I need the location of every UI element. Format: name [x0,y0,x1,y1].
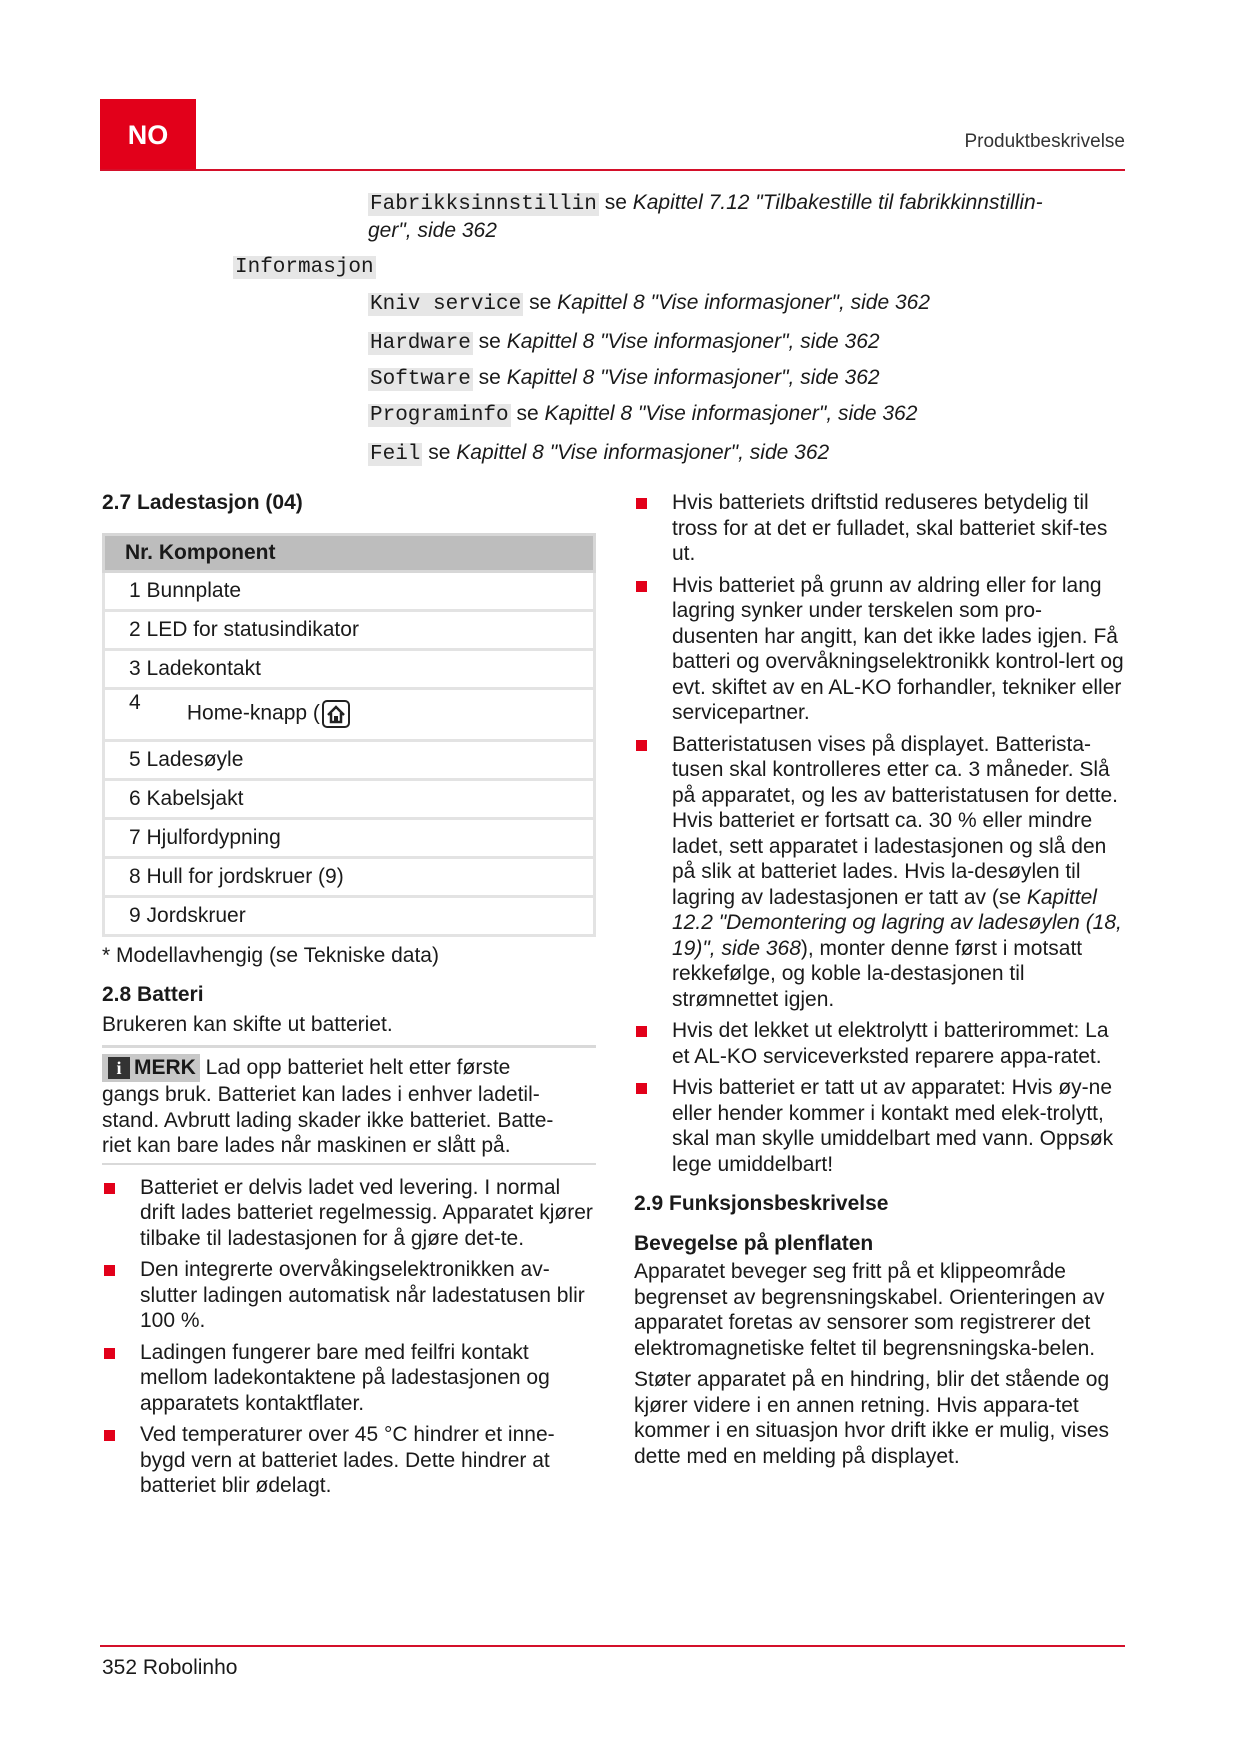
menu-item-factory: Fabrikksinnstillin [370,193,597,216]
footer-rule [100,1645,1125,1647]
menu-line-feil [368,440,829,468]
bullet-square-icon [636,1083,647,1094]
note-badge [102,1054,200,1082]
bullet-square-icon [104,1265,115,1276]
list-item-text: Hvis batteriet er tatt ut av apparatet: Hvis øy-ne eller hender kommer i kontakt med elek-trolytt, skal man skylle umiddelbart med vann. Oppsøk lege umiddelbart! [672,1076,1114,1176]
list-item-text: Den integrerte overvåkingselektronikken av-slutter ladingen automatisk når ladestatusen blir 100 %. [140,1258,585,1332]
right-column [634,490,1128,1469]
list-item-text: Batteristatusen vises på displayet. Batterista-tusen skal kontrolleres etter ca. 3 måneder. Slå på apparatet, og les av batteristatusen for dette. Hvis batteriet er fortsatt ca. 30 % eller mindre ladet, sett apparatet i ladestasjonen og slå den på slik at batteriet lades. Hvis la-desøylen til lagring av ladestasjonen er tatt av (se [672,732,1118,909]
se-word: se [478,330,501,353]
list-item [634,732,1128,1013]
note-top-rule [102,1045,596,1048]
table-row: 7 Hjulfordypning [102,820,596,859]
section-2-7-heading: 2.7 Ladestasjon (04) [102,491,303,514]
battery-warning-bullets [634,490,1128,1177]
table-header: Nr. Komponent [102,533,596,573]
note-text: riet kan bare lades når maskinen er slått på. [102,1134,511,1157]
table-row: 2 LED for statusindikator [102,612,596,651]
page-footer: 352 Robolinho [102,1656,238,1679]
menu-info-heading [233,253,376,281]
menu-ref[interactable]: Kapittel 8 "Vise informasjoner", side 362 [506,366,880,389]
se-word: se [516,402,539,425]
list-item-text: Batteriet er delvis ladet ved levering. I normal drift lades batteriet regelmessig. Apparatet kjører tilbake til ladestasjonen for å gjøre det-te. [140,1175,593,1250]
se-word: se [428,441,451,464]
footnote: * Modellavhengig (se Tekniske data) [102,943,439,967]
se-word: se [529,291,552,314]
table-row: 1 Bunnplate [102,573,596,612]
menu-item: Kniv service [370,293,522,316]
menu-item-informasjon: Informasjon [235,256,374,279]
menu-line-hardware [368,329,880,357]
menu-item: Feil [370,443,421,466]
info-icon: i [108,1057,130,1079]
list-item [634,573,1128,726]
note-text: gangs bruk. Batteriet kan lades i enhver ladetil- [102,1083,540,1106]
se-word: se [478,366,501,389]
bullet-square-icon [104,1430,115,1441]
menu-ref[interactable]: Kapittel 8 "Vise informasjoner", side 362 [456,441,830,464]
factory-ref-cont[interactable]: ger", side 362 [368,219,497,242]
table-row: 9 Jordskruer [102,898,596,937]
list-item-text: Ved temperaturer over 45 °C hindrer et inne-bygd vern at batteriet lades. Dette hindrer at batteriet blir ødelagt. [140,1423,555,1497]
table-row [102,690,596,742]
storage-ref-link[interactable]: Kapittel 12.2 "Demontering og lagring av ladesøylen (18, 19)", side 368 [672,885,1122,960]
section-2-9-heading: 2.9 Funksjonsbeskrivelse [634,1192,889,1215]
list-item [102,1422,596,1499]
movement-subheading: Bevegelse på plenflaten [634,1231,874,1255]
home-button-label: Home-knapp ( [186,701,320,725]
note-paragraph [102,1054,596,1159]
table-row: 3 Ladekontakt [102,651,596,690]
menu-item: Software [370,368,471,391]
language-tab: NO [100,99,196,171]
list-item-text: Hvis det lekket ut elektrolytt i batterirommet: La et AL-KO serviceverksted reparere appa-ratet. [672,1019,1109,1068]
row-number: 4 [129,691,141,714]
function-paragraph: Apparatet beveger seg fritt på et klippeområde begrenset av begrensningskabel. Orienteringen av apparatet foretas av sensorer som registrerer det elektromagnetiske feltet til begrensningska-belen. [634,1260,1105,1360]
bullet-square-icon [636,1026,647,1037]
function-paragraph: Støter apparatet på en hindring, blir det stående og kjører videre i en annen retning. Hvis appara-tet kommer i en situasjon hvor drift ikke er mulig, vises dette med en melding på displayet. [634,1368,1110,1468]
note-text: stand. Avbrutt lading skader ikke batteriet. Batte- [102,1108,554,1132]
list-item [102,1257,596,1334]
left-column [102,490,596,1505]
list-item [102,1340,596,1417]
list-item [634,1018,1128,1069]
list-item-text: ), monter denne først i motsatt rekkefølge, og koble la-destasjonen til strømnettet igjen. [672,936,1083,1011]
list-item-text: Hvis batteriet på grunn av aldring eller for lang lagring synker under terskelen som pro-dusenten har angitt, kan det ikke lades igjen. Få batteri og overvåkningselektronikk kontrol-lert og evt. skiftet av en AL-KO forhandler, tekniker eller servicepartner. [672,573,1124,724]
bullet-square-icon [104,1348,115,1359]
factory-ref[interactable]: Kapittel 7.12 "Tilbakestille til fabrikkinnstillin- [632,191,1043,214]
menu-ref[interactable]: Kapittel 8 "Vise informasjoner", side 362 [544,402,918,425]
note-bottom-rule [102,1163,596,1165]
menu-line-kniv [368,290,930,318]
menu-ref[interactable]: Kapittel 8 "Vise informasjoner", side 362 [506,330,880,353]
list-item [634,490,1128,567]
menu-item: Hardware [370,332,471,355]
menu-factory-line [368,190,1108,244]
table-row: 5 Ladesøyle [102,742,596,781]
list-item [634,1075,1128,1177]
bullet-square-icon [636,581,647,592]
bullet-square-icon [636,740,647,751]
menu-item: Programinfo [370,404,509,427]
note-label: MERK [134,1056,196,1080]
bullet-square-icon [104,1183,115,1194]
section-2-8-heading: 2.8 Batteri [102,983,204,1006]
menu-line-programinfo [368,401,917,429]
battery-intro: Brukeren kan skifte ut batteriet. [102,1012,393,1036]
battery-bullets [102,1175,596,1499]
menu-line-software [368,365,880,393]
list-item-text: Hvis batteriets driftstid reduseres betydelig til tross for at det er fulladet, skal batteriet skif-tes ut. [672,491,1108,565]
home-icon [322,700,350,728]
table-row: 6 Kabelsjakt [102,781,596,820]
se-word: se [604,191,627,214]
section-title: Produktbeskrivelse [964,131,1125,152]
note-block [102,1045,596,1165]
list-item [102,1175,596,1252]
table-row: 8 Hull for jordskruer (9) [102,859,596,898]
list-item-text: Ladingen fungerer bare med feilfri kontakt mellom ladekontaktene på ladestasjonen og apparatets kontaktflater. [140,1340,550,1415]
note-text: Lad opp batteriet helt etter første [199,1056,511,1079]
menu-ref[interactable]: Kapittel 8 "Vise informasjoner", side 362 [557,291,931,314]
header-rule [100,169,1125,171]
component-table [102,533,596,937]
bullet-square-icon [636,498,647,509]
